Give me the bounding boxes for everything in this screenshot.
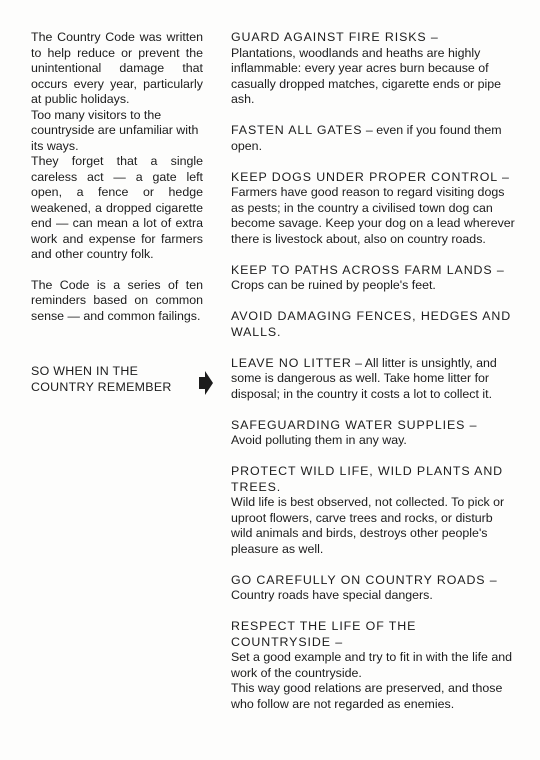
rule-country-roads [231, 573, 517, 604]
rule-body: Avoid polluting them in any way. [231, 433, 407, 447]
intro-paragraph-careless-act: They forget that a single careless act — a gate left open, a fence or hedge weakened, a dropped cigarette end — can mean a lot of extra work and expense for farmers and other country folk. [31, 154, 203, 261]
rule-paths [231, 263, 517, 294]
rule-litter [231, 356, 517, 403]
right-pointing-arrow-icon [199, 371, 213, 395]
intro-column [31, 30, 203, 395]
rule-body: Crops can be ruined by people's feet. [231, 278, 436, 292]
intro-paragraph-purpose: The Country Code was written to help reduce or prevent the unintentional damage that occurs every year, particularly at public holidays. [31, 30, 203, 106]
rule-title: RESPECT THE LIFE OF THE COUNTRYSIDE – [231, 619, 417, 649]
rule-title: GO CAREFULLY ON COUNTRY ROADS – [231, 572, 498, 587]
remember-callout [31, 364, 203, 395]
rule-title: FASTEN ALL GATES [231, 123, 363, 137]
spacer [31, 324, 203, 364]
rule-body: Farmers have good reason to regard visiting dogs as pests; in the country a civilised town dog can become savage. Keep your dog on a lead wherever there is livestock about, also on country roads. [231, 185, 515, 246]
rule-body: Set a good example and try to fit in with the life and work of the countryside. [231, 650, 513, 680]
rule-fasten-gates [231, 123, 517, 154]
rule-respect-countryside [231, 619, 517, 712]
rule-wild-life [231, 464, 517, 557]
rule-body: Plantations, woodlands and heaths are highly inflammable: every year acres burn because of casually dropped matches, cigarette ends or pipe ash. [231, 45, 501, 106]
rule-fences [231, 309, 517, 340]
rule-body: Country roads have special dangers. [231, 588, 433, 602]
rule-body: Wild life is best observed, not collected. To pick or uproot flowers, carve trees and rocks, or disturb wild animals and birds, destroys other people's pleasure as well. [231, 495, 505, 556]
rule-water-supplies [231, 418, 517, 449]
remember-line-2: COUNTRY REMEMBER [31, 379, 172, 394]
remember-line-1: SO WHEN IN THE [31, 364, 139, 378]
country-code-rules [231, 30, 517, 728]
rule-title: KEEP TO PATHS ACROSS FARM LANDS – [231, 262, 505, 277]
rule-title: AVOID DAMAGING FENCES, HEDGES AND WALLS. [231, 309, 512, 339]
rule-title: KEEP DOGS UNDER PROPER CONTROL – [231, 169, 510, 184]
spacer [31, 263, 203, 278]
intro-paragraph-ten-reminders: The Code is a series of ten reminders based on common sense — and common failings. [31, 277, 203, 323]
intro-paragraph-visitors: Too many visitors to the countryside are unfamiliar with its ways. [31, 107, 199, 153]
rule-body: – even if you found them open. [231, 123, 502, 153]
rule-title: PROTECT WILD LIFE, WILD PLANTS AND TREES. [231, 464, 504, 494]
rule-body: – All litter is unsightly, and some is dangerous as well. Take home litter for disposal; in the country it costs a lot to collect it. [231, 355, 497, 401]
rule-title: SAFEGUARDING WATER SUPPLIES – [231, 417, 478, 432]
rule-title: LEAVE NO LITTER [231, 355, 352, 370]
rule-fire-risks [231, 30, 517, 108]
rule-body-continued: This way good relations are preserved, and those who follow are not regarded as enemies. [231, 681, 503, 711]
rule-title: GUARD AGAINST FIRE RISKS – [231, 30, 439, 44]
rule-dogs-control [231, 170, 517, 248]
